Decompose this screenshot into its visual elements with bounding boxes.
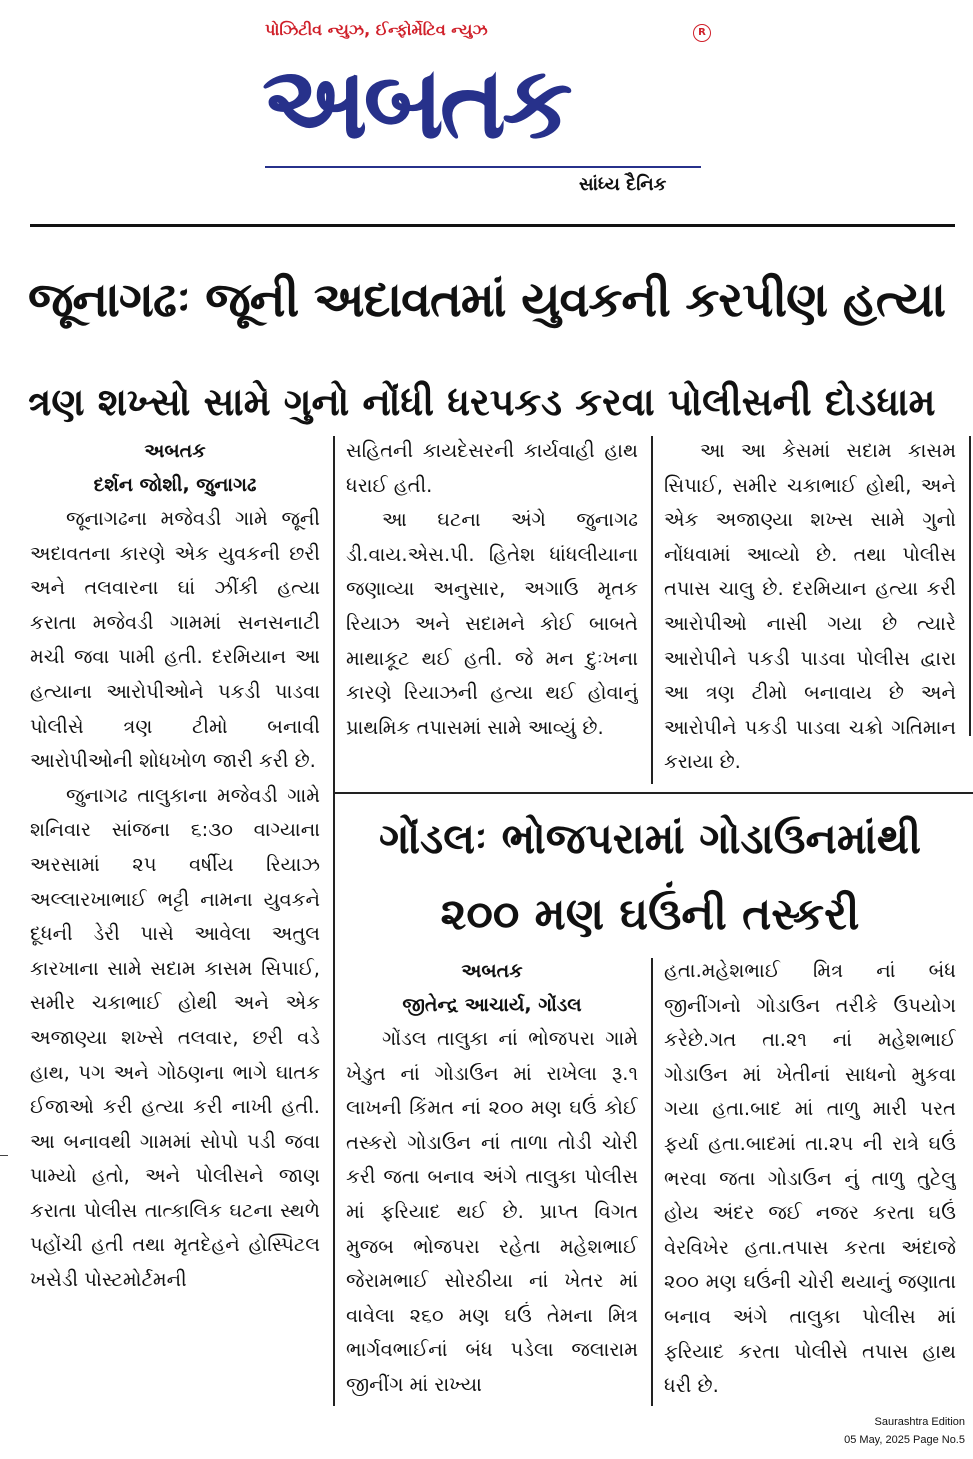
story1-subheadline: ત્રણ શખ્સો સામે ગુનો નોંધી ધરપકડ કરવા પોલીસની દોડધામ (28, 380, 936, 424)
masthead-tagline: પોઝિટીવ ન્યુઝ, ઈન્ફોર્મેટિવ ન્યુઝ (265, 20, 488, 39)
story2-box-border (333, 792, 973, 794)
column-divider (651, 958, 653, 1406)
registered-mark-icon: R (693, 24, 711, 42)
masthead-divider (30, 224, 955, 227)
story2-agency: અબતક (461, 960, 523, 982)
column-divider (969, 436, 971, 736)
story1-agency: અબતક (144, 440, 206, 462)
story1-col1-para-2: જુનાગઢ તાલુકાના મજેવડી ગામે શનિવાર સાંજના ૬:૩૦ વાગ્યાના અરસામાં ૨૫ વર્ષીય રિયાઝ અલ્લારખાભાઈ ભટ્ટી નામના યુવકને દૂધની ડેરી પાસે આવેલા અતુલ કારખાના સામે સદામ કાસમ સિપાઈ, સમીર ચકાભાઈ હોથી અને એક અજાણ્યા શખ્સે તલવાર, છરી વડે હાથ, પગ અને ગોઠણના ભાગે ઘાતક ઈજાઓ કરી હત્યા કરી નાખી હતી. આ બનાવથી ગામમાં સોપો પડી જવા પામ્યો હતો, અને પોલીસને જાણ કરાતા પોલીસ તાત્કાલિક ઘટના સ્થળે પહોંચી હતી તથા મૃતદેહને હોસ્પિટલ ખસેડી પોસ્ટમોર્ટમની (30, 783, 320, 1292)
story1-headline: જૂનાગઢઃ જૂની અદાવતમાં યુવકની કરપીણ હત્યા (28, 272, 945, 328)
story1-column-2 (346, 434, 638, 786)
story2-column-1 (346, 954, 638, 1406)
story2-col1-para-1: ગોંડલ તાલુકા નાં ભોજપરા ગામે ખેડુત નાં ગોડાઉન માં રાખેલા રૂ.૧ લાખની કિંમત નાં ૨૦૦ મણ ઘઉં કોઈ તસ્કરો ગોડાઉન નાં તાળા તોડી ચોરી કરી જતા બનાવ અંગે તાલુકા પોલીસ માં ફરિયાદ થઈ છે. પ્રાપ્ત વિગત મુજબ ભોજપરા રહેતા મહેશભાઈ જેરામભાઈ સોરઠીયા નાં ખેતર માં વાવેલા ૨૬૦ મણ ઘઉં તેમના મિત્ર ભાર્ગવભાઈનાં બંધ પડેલા જલારામ જીનીંગ માં રાખ્યા (346, 1027, 638, 1396)
footer-edition: Saurashtra Edition (874, 1416, 965, 1428)
footer-date-page: 05 May, 2025 Page No.5 (844, 1434, 965, 1446)
logo-underline (265, 166, 701, 168)
column-divider (333, 436, 335, 1406)
story1-col1-para-1: જૂનાગઢના મજેવડી ગામે જૂની અદાવતના કારણે એક યુવકની છરી અને તલવારના ઘાં ઝીંકી હત્યા કરાતા મજેવડી ગામમાં સનસનાટી મચી જવા પામી હતી. દરમિયાન આ હત્યાના આરોપીઓને પકડી પાડવા પોલીસે ત્રણ ટીમો બનાવી આરોપીઓની શોધખોળ જારી કરી છે. (30, 507, 320, 773)
story2-column-2 (664, 954, 956, 1406)
story1-column-3 (664, 434, 956, 786)
margin-tick (0, 1155, 8, 1156)
story1-col2-para-1: સહિતની કાયદેસરની કાર્યવાહી હાથ ધરાઈ હતી. (346, 439, 638, 497)
story2-headline-line2: ૨૦૦ મણ ઘઉંની તસ્કરી (440, 889, 860, 940)
story1-byline: દર્શન જોશી, જુનાગઢ (93, 474, 257, 496)
masthead-subtitle: સાંધ્ય દૈનિક (579, 174, 667, 195)
story1-col2-para-2: આ ઘટના અંગે જુનાગઢ ડી.વાય.એસ.પી. હિતેશ ધાંધલીયાના જણાવ્યા અનુસાર, અગાઉ મૃતક રિયાઝ અને સદામને કોઈ બાબતે માથાકૂટ થઈ હતી. જે મન દુઃખના કારણે રિયાઝની હત્યા થઈ હોવાનું પ્રાથમિક તપાસમાં સામે આવ્યું છે. (346, 508, 638, 739)
story2-col2-para-1: હતા.મહેશભાઈ મિત્ર નાં બંધ જીનીંગનો ગોડાઉન તરીકે ઉપયોગ કરેછે.ગત તા.૨૧ નાં મહેશભાઈ ગોડાઉન માં ખેતીનાં સાધનો મુકવા ગયા હતા.બાદ માં તાળુ મારી પરત ફર્યા હતા.બાદમાં તા.૨૫ ની રાત્રે ઘઉં ભરવા જતા ગોડાઉન નું તાળુ તુટેલુ હોય અંદર જઈ નજર કરતા ઘઉં વેરવિખેર હતા.તપાસ કરતા અંદાજે ૨૦૦ મણ ઘઉંની ચોરી થયાનું જણાતા બનાવ અંગે તાલુકા પોલીસ માં ફરિયાદ કરતા પોલીસે તપાસ હાથ ધરી છે. (664, 959, 956, 1398)
newspaper-logo: અબતક (262, 44, 569, 161)
story1-col3-para-1: આ આ કેસમાં સદામ કાસમ સિપાઈ, સમીર ચકાભાઈ હોથી, અને એક અજાણ્યા શખ્સ સામે ગુનો નોંધવામાં આવ્યો છે. તથા પોલીસ તપાસ ચાલુ છે. દરમિયાન હત્યા કરી આરોપીઓ નાસી ગયા છે ત્યારે આરોપીને પકડી પાડવા પોલીસ દ્વારા આ ત્રણ ટીમો બનાવાય છે અને આરોપીને પકડી પાડવા ચક્રો ગતિમાન કરાયા છે. (664, 439, 956, 774)
story2-headline-line1: ગોંડલઃ ભોજપરામાં ગોડાઉનમાંથી (378, 814, 922, 863)
column-divider (651, 436, 653, 784)
story1-column-1 (30, 434, 320, 1400)
story2-byline: જીતેન્દ્ર આચાર્ય, ગોંડલ (402, 994, 582, 1016)
